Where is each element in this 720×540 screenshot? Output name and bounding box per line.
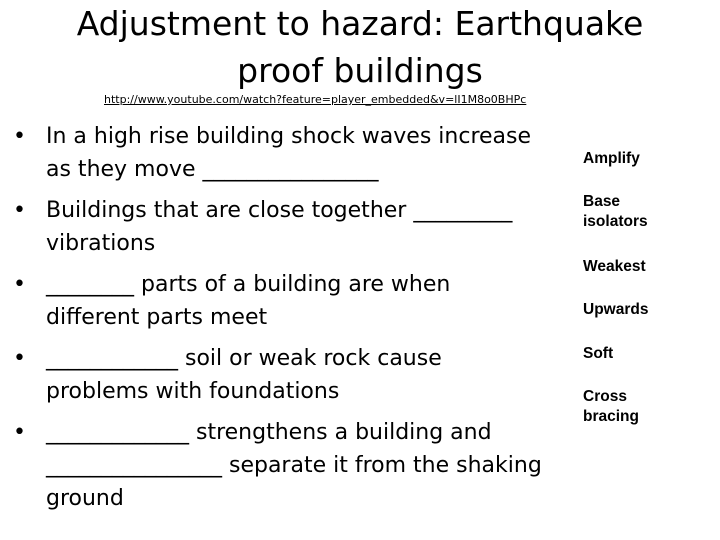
question-text: _____________ strengthens a building and ________________ separate it from the shaking ground [46, 420, 542, 511]
bullet-icon: • [13, 198, 26, 223]
video-link[interactable]: http://www.youtube.com/watch?feature=player_embedded&v=lI1M8o0BHPc [104, 93, 527, 106]
answer-upwards [583, 300, 648, 320]
answer-text: Weakest [583, 258, 646, 275]
bullet-icon: • [13, 124, 26, 149]
question-item-3 [13, 268, 548, 334]
answer-amplify [583, 149, 640, 169]
slide-title [0, 0, 720, 94]
answer-soft [583, 344, 613, 364]
answer-text: Amplify [583, 150, 640, 167]
answer-base-isolators [583, 192, 648, 232]
answer-text: Cross [583, 388, 627, 405]
answer-text: bracing [583, 408, 639, 425]
question-text: ____________ soil or weak rock cause problems with foundations [46, 346, 442, 404]
question-text: In a high rise building shock waves increase as they move ________________ [46, 124, 532, 182]
question-text: Buildings that are close together _________ vibrations [46, 198, 513, 256]
question-item-2 [13, 194, 548, 260]
title-line-1: Adjustment to hazard: Earthquake [76, 4, 644, 43]
question-list [13, 120, 548, 523]
question-text: ________ parts of a building are when different parts meet [46, 272, 451, 330]
answer-weakest [583, 257, 646, 277]
question-item-1 [13, 120, 548, 186]
bullet-icon: • [13, 272, 26, 297]
question-item-4 [13, 342, 548, 408]
answer-text: Upwards [583, 301, 649, 318]
answer-text: Soft [583, 345, 614, 362]
bullet-icon: • [13, 346, 26, 371]
answer-text: Base [583, 193, 621, 210]
bullet-icon: • [13, 420, 26, 445]
answer-text: isolators [583, 213, 648, 230]
question-item-5 [13, 416, 548, 515]
title-line-2: proof buildings [237, 51, 483, 90]
answer-cross-bracing [583, 387, 639, 427]
